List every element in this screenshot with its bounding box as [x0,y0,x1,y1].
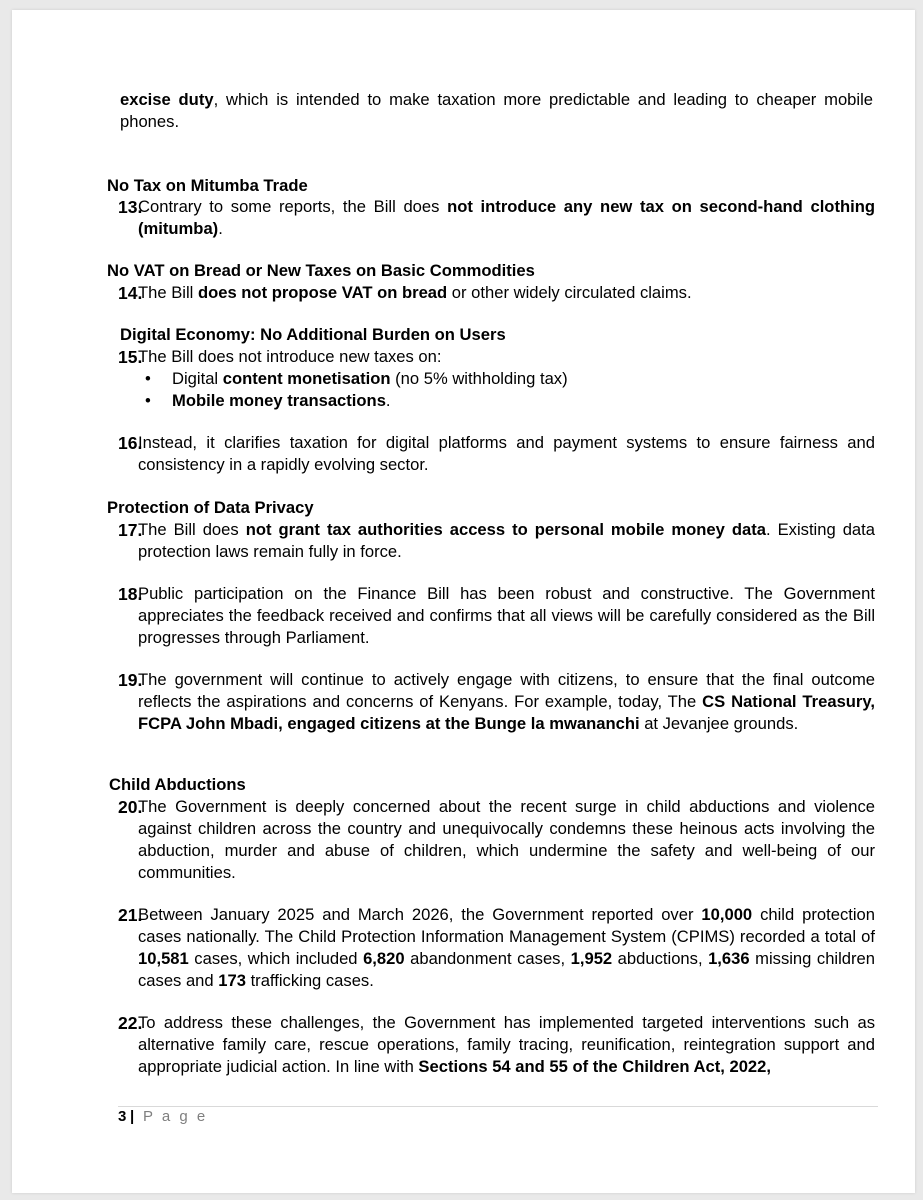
intro-paragraph [120,89,873,133]
paragraph-number: 17. [118,520,143,540]
heading-abductions: Child Abductions [109,775,246,794]
paragraph-number: 20. [118,797,143,817]
heading-digital: Digital Economy: No Additional Burden on Users [120,325,506,344]
paragraph-text: The Bill does not grant tax authorities access to personal mobile money data. Existing data protection laws remain fully in force. [138,520,875,561]
paragraph-18 [120,583,875,649]
intro-bold: excise duty [120,90,214,109]
paragraph-number: 19. [118,670,143,690]
page-number: 3 [118,1108,127,1125]
paragraph-17 [120,519,875,563]
paragraph-number: 22. [118,1013,143,1033]
footer-separator: | [130,1108,135,1125]
paragraph-text: Contrary to some reports, the Bill does not introduce any new tax on second-hand clothing (mitumba). [138,197,875,238]
paragraph-text: The Bill does not introduce new taxes on: [138,347,442,366]
footer-divider [118,1106,878,1107]
paragraph-20 [120,796,875,884]
paragraph-number: 13. [118,197,143,217]
paragraph-number: 16. [118,433,143,453]
paragraph-22 [120,1012,875,1078]
page-content: excise duty, which is intended to make taxation more predictable and leading to cheaper mobile phones. No Tax on Mitumba Trade 13. Contrary to some reports, the Bill does not introduce any new tax on second-hand clothing (mitumba). No VAT on Bread or New Taxes on Basic Commodities 14. The Bill does not propose VAT on bread or other widely circulated claims. Digital Economy: No Additional Burden on Users 15. The Bill does not introduce new taxes on: • Digital content monetisation (no 5% withholding tax) • Mobile money transactions. 16. Instead, it clarifies taxation for digital platforms and payment systems to ensure fairness and consistency in a rapidly evolving sector. Protection of Data Privacy 17. The Bill does not grant tax authorities access to personal mobile money data. Existing data protection laws remain fully in force. 18. Public participation on the Finance Bill has been robust and constructive. The Government appreciates the feedback received and confirms that all views will be carefully considered as the Bill progresses through Parliament. 19. The government will continue to actively engage with citizens, to ensure that the final outcome reflects the aspirations and concerns of Kenyans. For example, today, The CS National Treasury, FCPA John Mbadi, engaged citizens at the Bunge la mwananchi at Jevanjee grounds. Child Abductions 20. The Government is deeply concerned about the recent surge in child abductions and violence against children across the country and unequivocally condemns these heinous acts involving the abduction, murder and abuse of children, which undermine the safety and well-being of our communities. 21. Between January 2025 and March 2026, the Government reported over 10,000 child protection cases nationally. The Child Protection Information Management System (CPIMS) recorded a total of 10,581 cases, which included 6,820 abandonment cases, 1,952 abductions, 1,636 missing children cases and 173 trafficking cases. 22. To address these challenges, the Government has implemented targeted interventions such as alternative family care, rescue operations, family tracing, reunification, reintegration support and appropriate judicial action. In line with Sections 54 and 55 of the Children Act, 2022, 3 | P a g e [12,10,915,1193]
paragraph-number: 21. [118,905,143,925]
paragraph-text: The Bill does not propose VAT on bread or other widely circulated claims. [138,283,692,302]
paragraph-21 [120,904,875,992]
page-label: P a g e [143,1108,208,1125]
paragraph-text: The Government is deeply concerned about the recent surge in child abductions and violence against children across the country and unequivocally condemns these heinous acts involving the abduction, murder and abuse of children, which undermine the safety and well-being of our communities. [138,797,875,882]
paragraph-15 [120,346,875,368]
paragraph-13 [120,196,875,240]
document-page [12,10,915,1193]
paragraph-number: 14. [118,283,143,303]
paragraph-19 [120,669,875,735]
paragraph-number: 18. [118,584,143,604]
intro-text: , which is intended to make taxation more predictable and leading to cheaper mobile phones. [120,90,874,131]
heading-privacy: Protection of Data Privacy [107,498,314,517]
heading-vat: No VAT on Bread or New Taxes on Basic Commodities [107,261,535,280]
bullet-icon: • [145,369,151,388]
page-footer [118,1106,878,1130]
paragraph-text: Between January 2025 and March 2026, the Government reported over 10,000 child protection cases nationally. The Child Protection Information Management System (CPIMS) recorded a total of 10,581 cases, which included 6,820 abandonment cases, 1,952 abductions, 1,636 missing children cases and 173 trafficking cases. [138,905,876,990]
paragraph-16 [120,432,875,476]
paragraph-14 [120,282,875,304]
heading-mitumba: No Tax on Mitumba Trade [107,176,308,195]
paragraph-text: The government will continue to actively engage with citizens, to ensure that the final outcome reflects the aspirations and concerns of Kenyans. For example, today, The CS National Treasury, FCPA John Mbadi, engaged citizens at the Bunge la mwananchi at Jevanjee grounds. [138,670,875,733]
paragraph-number: 15. [118,347,143,367]
bullet-icon: • [145,391,151,410]
paragraph-text: Instead, it clarifies taxation for digital platforms and payment systems to ensure fairness and consistency in a rapidly evolving sector. [138,433,875,474]
paragraph-text: To address these challenges, the Government has implemented targeted interventions such as alternative family care, rescue operations, family tracing, reunification, reintegration support and appropriate judicial action. In line with Sections 54 and 55 of the Children Act, 2022, [138,1013,875,1076]
paragraph-text: Public participation on the Finance Bill has been robust and constructive. The Government appreciates the feedback received and confirms that all views will be carefully considered as the Bill progresses through Parliament. [138,584,875,647]
